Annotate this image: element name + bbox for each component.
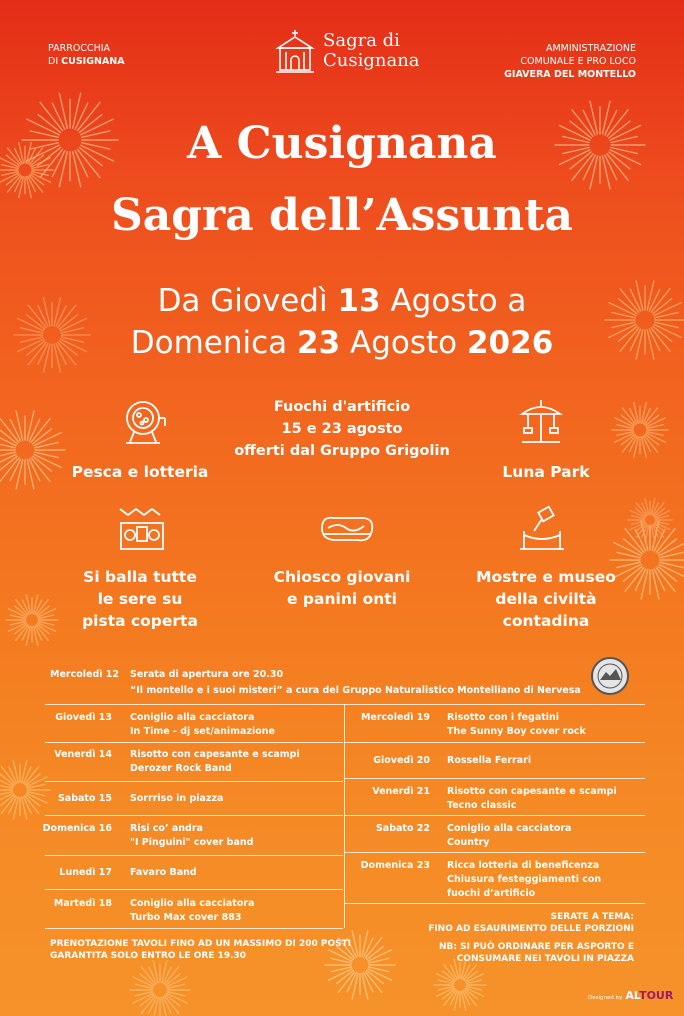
schedule-event: Coniglio alla cacciatora — [130, 898, 255, 909]
theme-note — [428, 911, 634, 935]
designer-brand-a: AL — [625, 989, 640, 1002]
row-line — [345, 778, 645, 779]
parish-line2 — [48, 55, 125, 68]
firework-burst — [6, 595, 58, 646]
schedule-event: Rossella Ferrari — [447, 755, 532, 766]
schedule-day: Giovedì 13 — [55, 712, 112, 723]
lottery-label: Pesca e lotteria — [71, 463, 209, 481]
booking-line2: GARANTITA SOLO ENTRO LE ORE 19.30 — [50, 951, 247, 961]
schedule-day: Giovedì 20 — [373, 755, 430, 766]
lunapark-label: Luna Park — [502, 463, 590, 481]
opening-day: Mercoledì 12 — [50, 669, 120, 680]
date-start-suffix: Agosto a — [380, 283, 527, 319]
booking-line1: PRENOTAZIONE TAVOLI FINO AD UN MASSIMO DI 200 POSTI — [50, 939, 352, 949]
row-line — [45, 928, 343, 929]
row-line — [45, 855, 343, 856]
nb-line1: NB: SI PUÒ ORDINARE PER ASPORTO E — [439, 942, 634, 952]
row-line — [345, 815, 645, 816]
museum-line1: Mostre e museo — [476, 568, 616, 586]
title-line1: A Cusignana — [187, 118, 497, 169]
date-start — [0, 280, 684, 322]
naturalist-group-logo-icon — [590, 656, 630, 696]
schedule-day: Martedì 18 — [53, 898, 112, 909]
dance-stage-icon — [118, 505, 166, 551]
logo-line2: Cusignana — [323, 50, 420, 71]
schedule-event: Ricca lotteria di beneficenza — [447, 860, 600, 871]
fireworks-line3: offerti dal Gruppo Grigolin — [234, 443, 450, 459]
schedule-event: Country — [447, 837, 490, 848]
schedule-day: Venerdì 14 — [54, 749, 112, 760]
firework-burst — [0, 761, 50, 819]
row-line — [45, 742, 343, 743]
schedule-event: Turbo Max cover 883 — [130, 912, 242, 923]
parish-line1: PARROCCHIA — [48, 43, 111, 54]
sagra-logo — [275, 28, 420, 74]
fireworks-line1: Fuochi d'artificio — [273, 399, 411, 415]
dance-line2: le sere su — [97, 590, 183, 608]
parish-label — [48, 42, 125, 68]
fireworks-line2: 15 e 23 agosto — [281, 421, 403, 437]
schedule-event: Chiusura festeggiamenti con — [447, 874, 602, 885]
schedule-event: Sorrriso in piazza — [130, 793, 224, 804]
schedule-event: fuochi d’artificio — [447, 888, 536, 899]
parish-name: CUSIGNANA — [61, 56, 125, 67]
date-start-prefix: Da Giovedì — [157, 283, 338, 319]
designer-brand — [625, 989, 673, 1002]
opening-line2: “Il montello e i suoi misteri” a cura del Gruppo Naturalistico Montelliano di Nervesa — [130, 685, 581, 696]
designer-credit — [588, 989, 673, 1002]
firework-burst — [0, 411, 65, 489]
admin-line1: AMMINISTRAZIONE — [545, 43, 636, 54]
row-line — [45, 815, 343, 816]
schedule-day: Venerdì 21 — [372, 786, 430, 797]
firework-burst — [130, 961, 190, 1016]
schedule-event: Risotto con i fegatini — [447, 712, 560, 723]
museum-line3: contadina — [502, 612, 590, 630]
designed-by-label: Designed by — [588, 995, 623, 1001]
designer-brand-b: TOUR — [639, 989, 674, 1002]
takeaway-note — [439, 941, 634, 965]
schedule-event: Risotto con capesante e scampi — [447, 786, 617, 797]
schedule-event: Coniglio alla cacciatora — [447, 823, 572, 834]
firework-burst — [612, 403, 668, 458]
church-icon — [275, 28, 315, 74]
date-start-day: 13 — [337, 283, 381, 319]
schedule-event: Tecno classic — [447, 800, 517, 811]
schedule-event: Risotto con capesante e scampi — [130, 749, 300, 760]
schedule-event: The Sunny Boy cover rock — [447, 726, 586, 737]
theme-line2: FINO AD ESAURIMENTO DELLE PORZIONI — [428, 924, 634, 934]
schedule-event: Coniglio alla cacciatora — [130, 712, 255, 723]
admin-town: GIAVERA DEL MONTELLO — [504, 69, 636, 80]
kiosk-line2: e panini onti — [287, 590, 397, 608]
date-end-month: Agosto — [340, 325, 467, 361]
date-end-year: 2026 — [466, 325, 554, 361]
row-line — [345, 742, 645, 743]
schedule-day: Mercoledì 19 — [360, 712, 430, 723]
date-end-prefix: Domenica — [130, 325, 297, 361]
theme-line1: SERATE A TEMA: — [550, 912, 634, 922]
admin-line2: COMUNALE E PRO LOCO — [520, 56, 636, 67]
booking-note — [50, 938, 351, 962]
nb-line2: CONSUMARE NEI TAVOLI IN PIAZZA — [456, 954, 634, 964]
hotdog-icon — [318, 512, 376, 546]
kiosk-info — [262, 566, 422, 610]
schedule-day: Domenica 16 — [42, 823, 112, 834]
schedule-event: Favaro Band — [130, 867, 197, 878]
schedule-top-line — [45, 704, 645, 705]
admin-line3 — [504, 68, 636, 81]
schedule-event: Derozer Rock Band — [130, 763, 232, 774]
kiosk-line1: Chiosco giovani — [273, 568, 411, 586]
logo-line1: Sagra di — [323, 30, 400, 51]
parish-prefix: DI — [48, 56, 62, 67]
schedule-day: Sabato 22 — [375, 823, 430, 834]
schedule-day: Sabato 15 — [57, 793, 112, 804]
date-end-day: 23 — [297, 325, 341, 361]
museum-exhibit-icon — [518, 505, 566, 551]
opening-line1: Serata di apertura ore 20.30 — [130, 669, 284, 680]
schedule-event: In Time - dj set/animazione — [130, 726, 275, 737]
schedule-event: "I Pinguini" cover band — [130, 837, 254, 848]
row-line — [45, 889, 343, 890]
firework-burst — [434, 960, 486, 1011]
dance-line1: Si balla tutte — [83, 568, 197, 586]
dance-info — [60, 566, 220, 632]
carousel-icon — [518, 398, 564, 446]
row-line — [45, 781, 343, 782]
row-line — [345, 852, 645, 853]
museum-line2: della civiltà — [495, 590, 597, 608]
administration-label — [504, 42, 636, 81]
schedule-day: Lunedì 17 — [59, 867, 112, 878]
row-line — [345, 903, 645, 904]
schedule-event: Risi co’ andra — [130, 823, 203, 834]
lottery-drum-icon — [122, 398, 168, 446]
title-line2: Sagra dell’Assunta — [110, 190, 574, 241]
museum-info — [456, 566, 636, 632]
schedule-divider — [344, 704, 345, 928]
date-end — [0, 322, 684, 364]
firework-burst — [628, 499, 672, 542]
schedule-day: Domenica 23 — [360, 860, 430, 871]
dance-line3: pista coperta — [82, 612, 198, 630]
fireworks-info — [222, 396, 462, 462]
